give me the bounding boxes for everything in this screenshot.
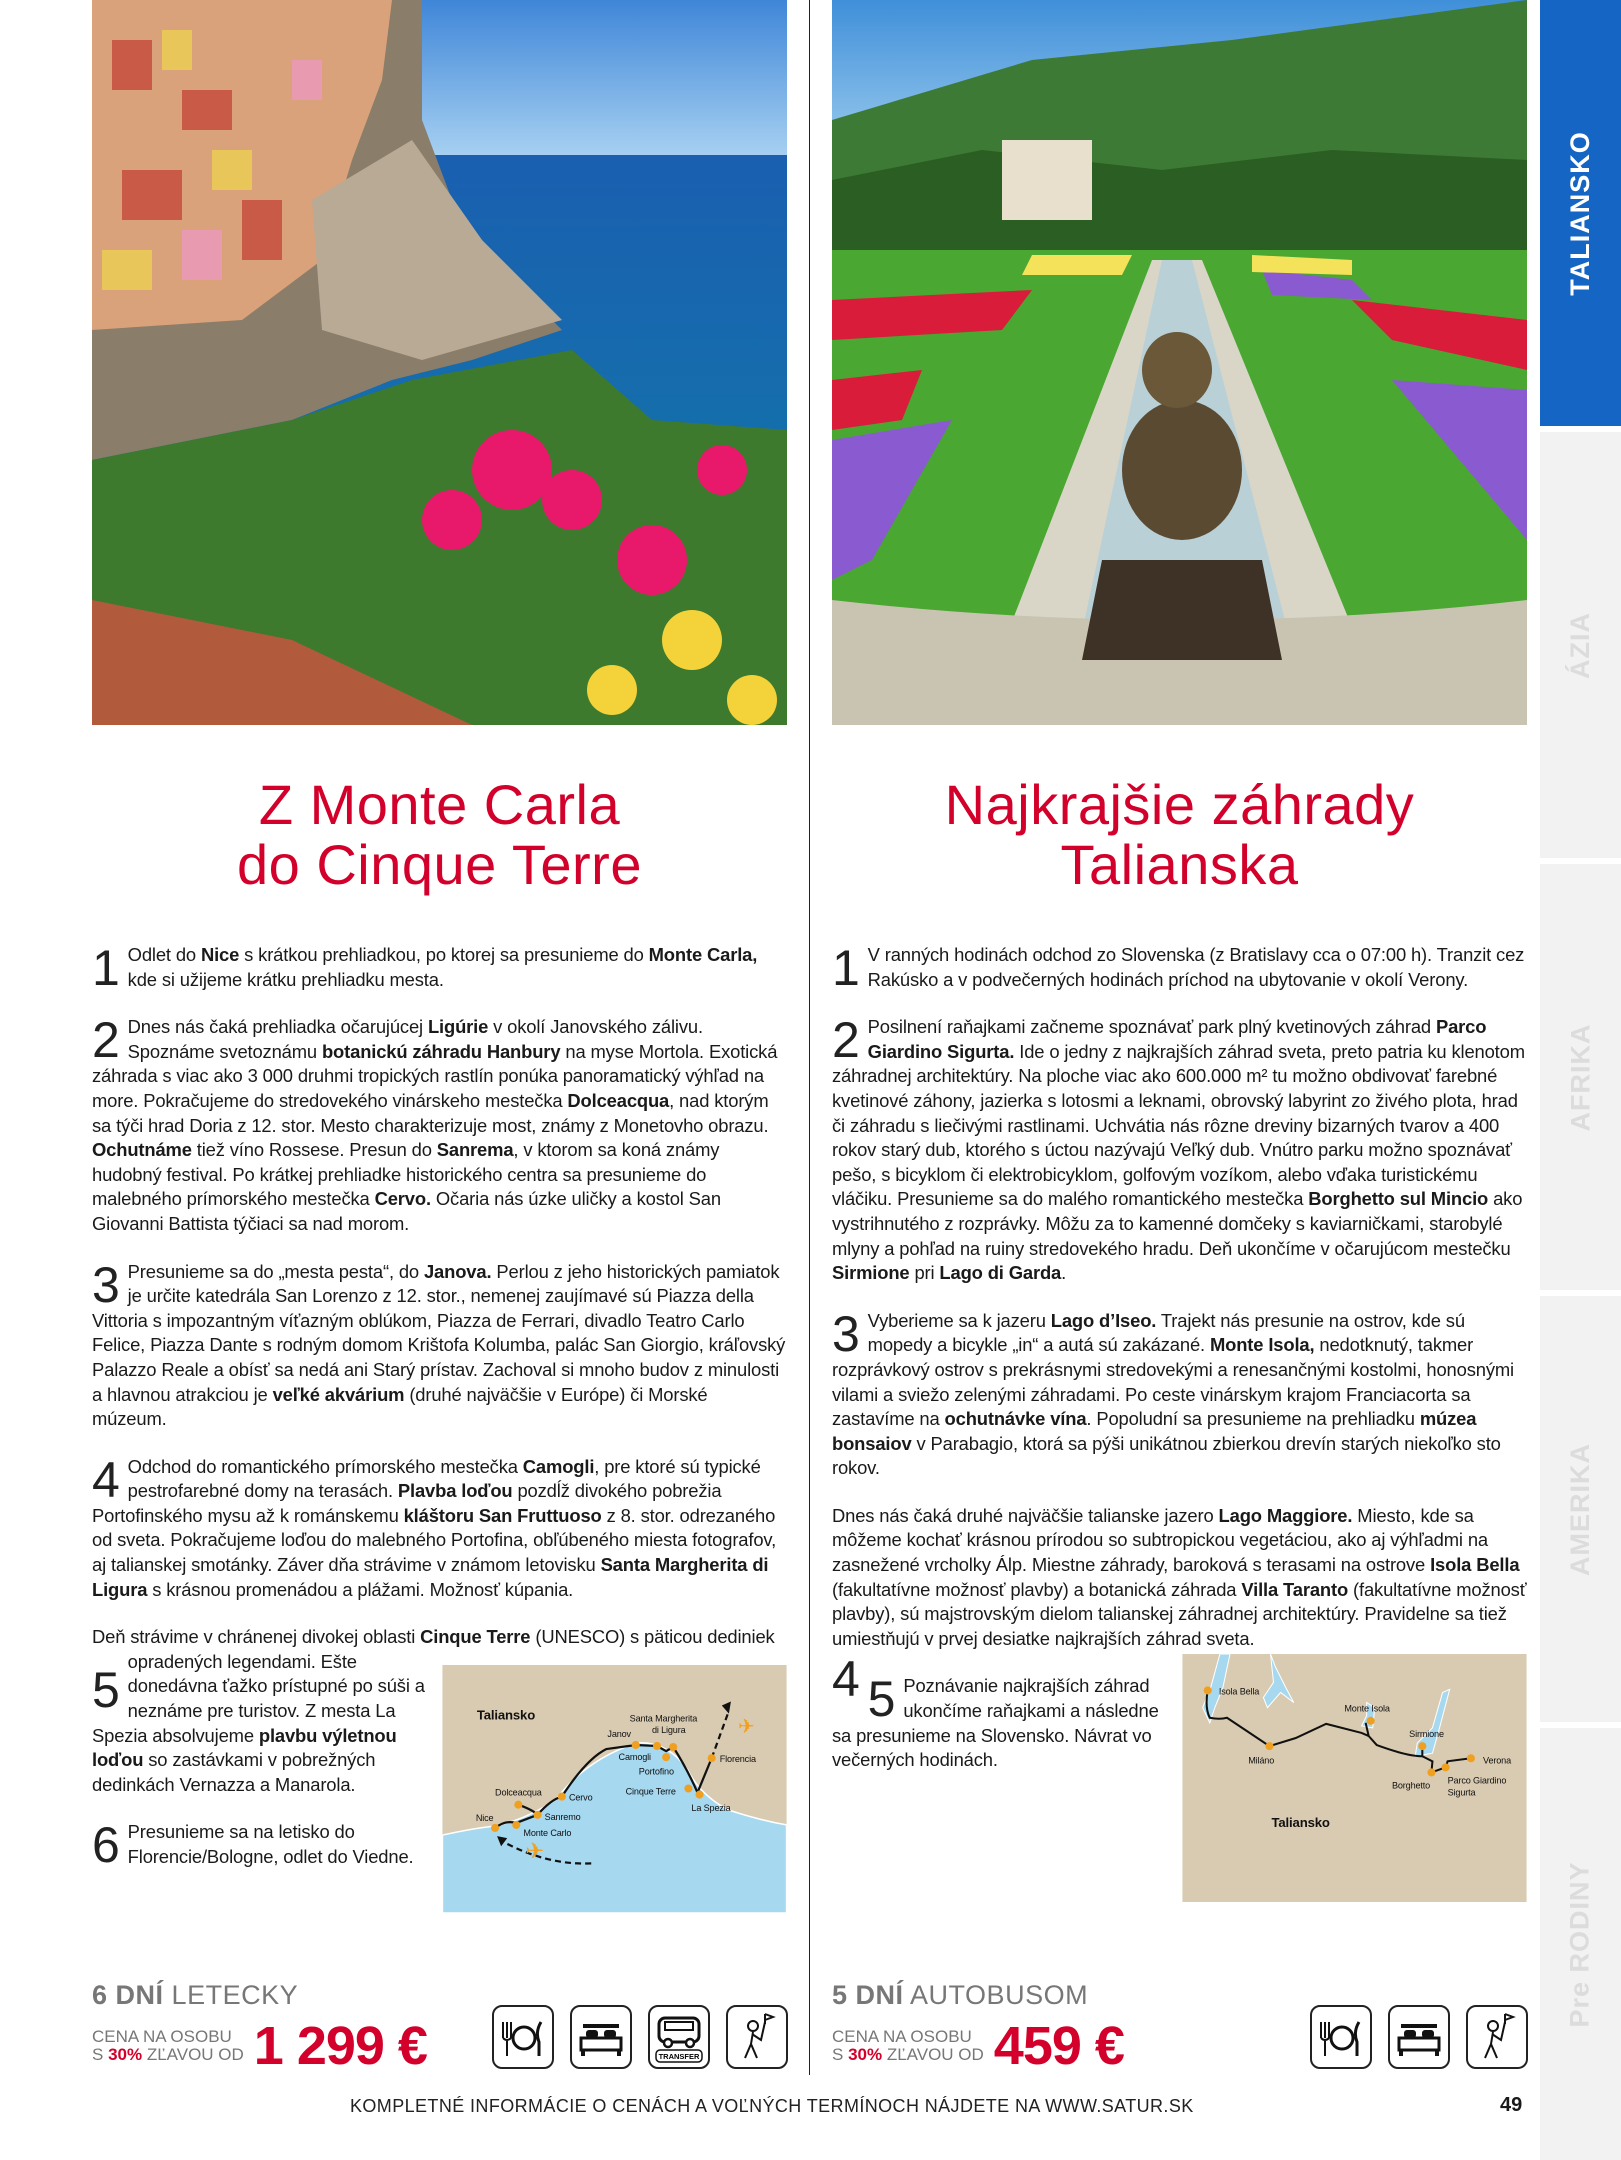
price-label: CENA NA OSOBU [832, 2027, 972, 2046]
body-text: Miesto, kde sa môžeme kochať krásnou prírodou so subtropickou vegetáciou, ako aj výhľadmi na zasnežené vrcholky Álp. Miestne záhrady, baroková s terasami na ostrove [832, 1504, 1488, 1576]
price-value: 459 € [993, 2016, 1124, 2076]
tab-afrika[interactable] [1540, 864, 1621, 1290]
body-text: v okolí Janovského zálivu. Spoznáme svetoznámu [127, 1016, 703, 1062]
itinerary-day-1 [832, 940, 1527, 996]
body-text: Poznávanie najkrajších záhrad ukončíme raňajkami a následne sa presunieme na Slovensko. Návrat vo večerných hodinách. [832, 1675, 1159, 1771]
highlight-text: veľké akvárium [272, 1383, 405, 1405]
itinerary-day-3 [832, 1305, 1527, 1481]
body-text: ako vystrihnutého z rozprávky. Môžu za to kamenné domčeky s kaviarničkami, starobylé mlyny a pohľad na ruiny stredovekého hradu. Deň ukončíme v očarujúcom mestečku [832, 1188, 1523, 1259]
map-label: Monte Carlo [523, 1828, 572, 1839]
day-number: 5 [867, 1671, 896, 1728]
transfer-label: TRANSFER [658, 2052, 700, 2061]
map-label: Miláno [1248, 1755, 1275, 1766]
highlight-text: Villa Taranto [1241, 1578, 1349, 1600]
body-text: Odchod do romantického prímorského mestečka [127, 1455, 523, 1477]
category-sidebar [1540, 0, 1621, 2160]
body-text: , pre ktoré sú typické pestrofarebné domy na terasách. [127, 1455, 761, 1502]
footer-info: KOMPLETNÉ INFORMÁCIE O CENÁCH A VOĽNÝCH TERMÍNOCH NÁJDETE NA WWW.SATUR.SK [350, 2096, 1194, 2116]
itinerary-day-1 [92, 940, 787, 996]
meal-icon [492, 2005, 554, 2069]
map-label: Nice [475, 1813, 494, 1824]
discount-percent: 30% [108, 2045, 143, 2064]
tab-label: TALIANSKO [1565, 130, 1595, 296]
map-label: di Ligura [651, 1725, 686, 1736]
day-number: 1 [92, 940, 120, 996]
highlight-text: Monte Carla, [648, 944, 758, 965]
body-text: Presunieme sa do „mesta pesta“, do [127, 1260, 424, 1282]
price-label: ZĽAVOU OD [142, 2045, 244, 2064]
title-line: Z Monte Carla [258, 773, 621, 836]
day-number: 3 [832, 1305, 860, 1362]
title-line: Talianska [1060, 833, 1299, 896]
highlight-text: Sanrema [436, 1139, 514, 1161]
price-label: ZĽAVOU OD [882, 2045, 984, 2064]
tab-label: Pre RODINY [1565, 1860, 1596, 2028]
body-text: s krásnou promenádou a plážami. Možnosť kúpania. [147, 1578, 574, 1600]
transfer-bus-icon [648, 2005, 710, 2069]
column-divider [809, 0, 810, 2075]
body-text: kde si užijeme krátku prehliadku mesta. [127, 968, 444, 990]
title-line: Najkrajšie záhrady [944, 773, 1415, 836]
map-label: Cinque Terre [625, 1786, 676, 1797]
photo-manarola-coast [92, 0, 787, 725]
photo-garden-sigurta [832, 0, 1527, 725]
body-text: s krátkou prehliadkou, po ktorej sa presunieme do [239, 944, 649, 965]
itinerary-day-4 [92, 1451, 787, 1603]
day-number: 4 [832, 1650, 860, 1707]
highlight-text: ochutnávke vína [944, 1408, 1087, 1430]
day-number: 6 [92, 1817, 120, 1874]
bed-icon [570, 2005, 632, 2069]
itinerary-day-2 [832, 1012, 1527, 1286]
map-label: Florencia [719, 1754, 756, 1765]
body-text: Posilnení raňajkami začneme spoznávať park plný kvetinových záhrad [867, 1016, 1436, 1038]
guide-icon [1466, 2005, 1528, 2069]
tab-pre-rodiny[interactable] [1540, 1728, 1621, 2160]
map-country-label: Taliansko [1271, 1814, 1330, 1830]
body-text: (druhé najväčšie v Európe) či Morské múzeum. [92, 1383, 708, 1430]
map-label: Janov [607, 1729, 631, 1740]
day-number: 2 [832, 1012, 860, 1069]
price-label: S [832, 2045, 849, 2064]
map-country-label: Taliansko [476, 1707, 536, 1723]
day-number: 4 [92, 1451, 120, 1508]
body-text: , nad ktorým sa týči hrad Doria z 12. stor. Mesto charakterizuje most, známy z Monetovho obrazu. [92, 1089, 769, 1136]
highlight-text: Lago Maggiore. [1218, 1504, 1353, 1526]
highlight-text: kláštoru San Fruttuoso [403, 1504, 602, 1526]
tab-label: AMERIKA [1565, 1442, 1595, 1576]
body-text: , v ktorom sa koná známy hudobný festival. Po krátkej prehliadke historického centra sa presunieme do malebného prímorského mestečka [92, 1139, 720, 1210]
highlight-text: múzea bonsaiov [832, 1408, 1477, 1454]
highlight-text: Monte Isola, [1209, 1334, 1315, 1356]
highlight-text: Ligúrie [427, 1016, 489, 1038]
day-number: 2 [92, 1012, 120, 1069]
body-text: so zastávkami v pobrežných dedinkách Vernazza a Manarola. [92, 1749, 376, 1795]
body-text: Perlou z jeho historických pamiatok je určite katedrála San Lorenzo z 12. stor., nemenej zaujímavé sú Piazza della Vittoria s impozantným víťazným oblúkom, Piazza de Ferrari, divadlo Teatro Carlo Felice, Piazza Dante s rodným domom Krištofa Kolumba, palác San Giorgio, kráľovský Palazzo Reale a obísť sa nedá ani Starý prístav. Zachoval si mnoho budov z minulosti a hlavnou atrakciou je [92, 1260, 786, 1405]
highlight-text: Borghetto sul Mincio [1308, 1188, 1489, 1210]
map-label: Borghetto [1391, 1780, 1431, 1791]
map-label: Sigurta [1447, 1787, 1476, 1798]
discount-percent: 30% [848, 2045, 883, 2064]
body-text: . Popoludní sa presunieme na prehliadku [1086, 1408, 1420, 1430]
airplane-icon: ✈ [525, 1838, 544, 1864]
airplane-icon: ✈ [737, 1716, 755, 1739]
body-text: v Parabagio, ktorá sa pýši unikátnou zbierkou drevín starých niekoľko sto rokov. [832, 1432, 1501, 1479]
highlight-text: plavbu výletnou loďou [92, 1724, 397, 1771]
tab-amerika[interactable] [1540, 1296, 1621, 1722]
transport-type: LETECKY [171, 1980, 299, 2010]
body-text: Dnes nás čaká druhé najväčšie talianske jazero [832, 1504, 1219, 1526]
service-icons-left [492, 2005, 788, 2069]
body-text: na myse Mortola. Exotická záhrada s viac ako 3 000 druhmi tropických rastlín ponúka panoramatický výhľad na more. Pokračujeme do stredovekého vinárskeho mestečka [92, 1040, 778, 1111]
transport-type: AUTOBUSOM [910, 1980, 1089, 2010]
price-label: S [92, 2045, 109, 2064]
tour-title [832, 775, 1527, 895]
body-text: Vyberieme sa k jazeru [867, 1309, 1051, 1331]
map-label: Sirmione [1409, 1728, 1444, 1739]
map-label: Portofino [638, 1766, 674, 1777]
body-text: tiež víno Rossese. Presun do [191, 1139, 437, 1161]
map-label: La Spezia [691, 1803, 731, 1814]
body-text: pri [909, 1262, 940, 1284]
highlight-text: botanickú záhradu Hanbury [321, 1040, 561, 1062]
body-text: (fakultatívne možnosť plavby), sú majstrovským dielom talianskej záhradnej architektúry. Pravidelne sa tiež umiestňujú v prvej desiatke najkrajších záhrad sveta. [832, 1578, 1527, 1649]
body-text: Dnes nás čaká prehliadka očarujúcej [127, 1016, 428, 1038]
highlight-text: Parco Giardino Sigurta. [867, 1016, 1487, 1062]
page-number: 49 [1500, 2094, 1523, 2116]
body-text: Presunieme sa na letisko do Florencie/Bologne, odlet do Viedne. [127, 1821, 414, 1867]
body-text: Očaria nás úzke uličky a kostol San Giovanni Battista týčiaci sa nad morom. [92, 1188, 721, 1234]
body-text: Ide o jedny z najkrajších záhrad sveta, preto patria ku klenotom záhradnej architektúry. Na ploche viac ako 600.000 m² tu možno obdivovať farebné kvetinové záhony, jazierka s lotosmi a leknami, obrovský labyrint zo živého plota, hrad či záhradu s liečivými rastlinami. Uchvátia nás rôzne dreviny bizarných tvarov a 400 rokov starý dub, ktorého s úctou nazývajú Veľký dub. Vnútro parku možno spoznávať pešo, s bicyklom či elektrobicyklom, golfovým vozíkom, alebo vďaka turistickému vláčiku. Presunieme sa do malého romantického mestečka [832, 1040, 1525, 1210]
map-label: Verona [1483, 1755, 1512, 1766]
tab-azia[interactable] [1540, 432, 1621, 858]
service-icons-right [1310, 2005, 1528, 2069]
highlight-text: Santa Margherita di Ligura [92, 1554, 769, 1600]
price-label: CENA NA OSOBU [92, 2027, 232, 2046]
price-value: 1 299 € [253, 2016, 427, 2076]
highlight-text: Isola Bella [1430, 1554, 1520, 1576]
highlight-text: Camogli [522, 1455, 595, 1477]
body-text: (UNESCO) s päticou dediniek opradených legendami. Ešte donedávna ťažko prístupné po súši a neznáme pre turistov. Z mesta La Spezia absolvujeme [92, 1626, 775, 1746]
body-text: pozdĺž divokého pobrežia Portofinského mysu až k románskemu [92, 1480, 722, 1526]
day-number: 1 [832, 940, 860, 996]
route-map-lakes [1182, 1654, 1527, 1902]
meal-icon [1310, 2005, 1372, 2069]
map-label: Santa Margherita [629, 1713, 698, 1724]
itinerary-day-3 [92, 1256, 787, 1432]
itinerary-day-2 [92, 1012, 787, 1236]
map-label: Camogli [618, 1752, 651, 1763]
map-label: Parco Giardino [1447, 1775, 1507, 1786]
highlight-text: Sirmione [832, 1262, 910, 1284]
tour-title [92, 775, 787, 895]
map-label: Monte Isola [1344, 1703, 1390, 1714]
tour-monte-carlo-cinque-terre [92, 775, 787, 1913]
body-text: z 8. stor. odrezaného od sveta. Pokračujeme loďou do malebného Portofina, obľúbeného miesta fotografov, aj talianskej smotánky. Záver dňa strávime v známom letovisku [92, 1504, 777, 1576]
route-map-liguria [442, 1665, 787, 1913]
map-label: Isola Bella [1218, 1686, 1260, 1697]
highlight-text: Cinque Terre [420, 1626, 531, 1648]
highlight-text: Ochutnáme [92, 1139, 192, 1161]
duration-days: 5 DNÍ [832, 1980, 904, 2010]
tab-label: ÁZIA [1565, 611, 1595, 679]
map-label: Dolceacqua [495, 1787, 542, 1798]
map-label: Cervo [568, 1792, 593, 1803]
body-text: nedotknutý, takmer rozprávkový ostrov s prekrásnymi stredovekými a renesančnými kostolmi, honosnými vilami a sviežo zelenými záhradami. Po ceste vinárskym krajom Franciacorta sa zastavíme na [832, 1334, 1514, 1430]
highlight-text: Nice [200, 944, 240, 965]
day-number: 5 [92, 1662, 120, 1719]
title-line: do Cinque Terre [237, 833, 642, 896]
highlight-text: Janova. [423, 1260, 492, 1282]
tab-label: AFRIKA [1565, 1023, 1595, 1131]
tour-gardens-italy [832, 775, 1527, 1902]
highlight-text: Cervo. [374, 1188, 431, 1210]
body-text: Deň strávime v chránenej divokej oblasti [92, 1626, 421, 1648]
body-text: Odlet do [127, 944, 201, 965]
bed-icon [1388, 2005, 1450, 2069]
body-text: Trajekt nás presunie na ostrov, kde sú mopedy a bicykle „in“ a autá sú zakázané. [867, 1309, 1465, 1356]
highlight-text: Lago di Garda [939, 1262, 1062, 1284]
body-text: V ranných hodinách odchod zo Slovenska (z Bratislavy cca o 07:00 h). Tranzit cez Rakúsko a v podvečerných hodinách príchod na ubytovanie v okolí Verony. [867, 944, 1525, 990]
highlight-text: Plavba loďou [397, 1480, 513, 1502]
guide-icon [726, 2005, 788, 2069]
price-block-right [832, 1980, 1124, 2077]
duration-days: 6 DNÍ [92, 1980, 164, 2010]
body-text: (fakultatívne možnosť plavby) a botanická záhrada [832, 1578, 1242, 1600]
highlight-text: Dolceacqua [567, 1089, 670, 1111]
day-number: 3 [92, 1256, 120, 1313]
tab-taliansko[interactable] [1540, 0, 1621, 426]
highlight-text: Lago d’Iseo. [1050, 1309, 1157, 1331]
map-label: Sanremo [544, 1812, 581, 1823]
price-block-left [92, 1980, 427, 2077]
body-text: . [1061, 1262, 1067, 1284]
